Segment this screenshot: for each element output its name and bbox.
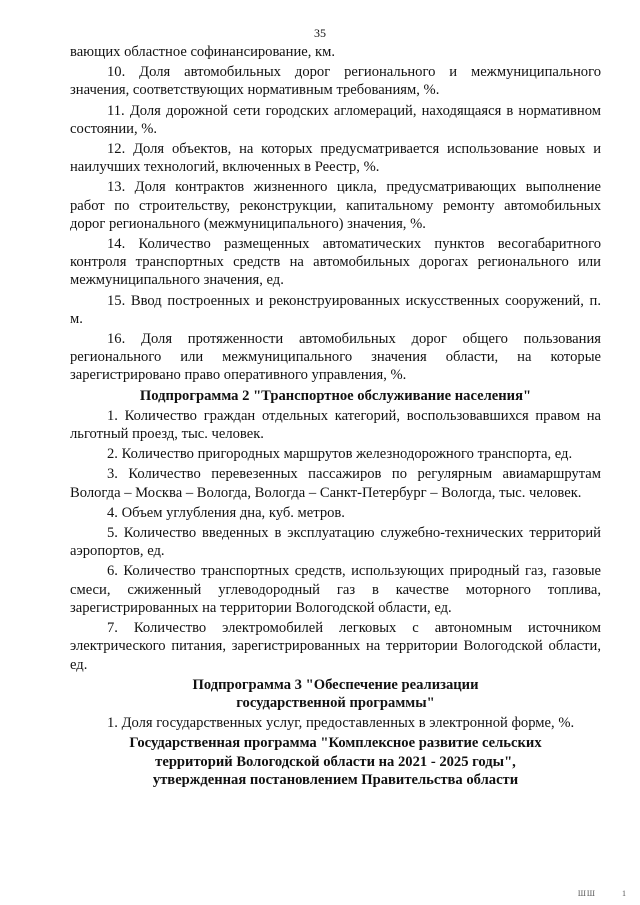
- indicator-item-13: 13. Доля контрактов жизненного цикла, предусматривающих выполнение работ по строительству, реконструкции, капитальному ремонту автомобильных дорог регионального (межмуниципального) значения, %.: [70, 179, 601, 232]
- program-heading-line-3: утвержденная постановлением Правительства области: [152, 771, 519, 788]
- indicator-item-12: 12. Доля объектов, на которых предусматривается использование новых и наилучших технологий, включенных в Реестр, %.: [70, 141, 601, 176]
- program-heading: [70, 734, 601, 789]
- subprogram-2-item-6: 6. Количество транспортных средств, использующих природный газ, газовые смеси, сжиженный углеводородный газ в качестве моторного топлива, зарегистрированных на территории Вологодской области, ед.: [70, 563, 601, 616]
- indicator-item-14: 14. Количество размещенных автоматических пунктов весогабаритного контроля транспортных средств на автомобильных дорогах регионального или межмуниципального значения, ед.: [70, 236, 601, 289]
- subprogram-3-heading: [70, 676, 601, 712]
- program-heading-line-1: Государственная программа "Комплексное развитие сельских: [129, 735, 542, 752]
- page-number: 35: [314, 26, 326, 40]
- subprogram-3-heading-line-1: Подпрограмма 3 "Обеспечение реализации: [192, 676, 479, 693]
- subprogram-2-item-5: 5. Количество введенных в эксплуатацию служебно-технических территорий аэропортов, ед.: [70, 525, 601, 560]
- subprogram-3-heading-line-2: государственной программы": [236, 694, 435, 711]
- document-body: [70, 43, 601, 791]
- subprogram-2-item-1: 1. Количество граждан отдельных категорий, воспользовавшихся правом на льготный проезд, тыс. человек.: [70, 407, 601, 443]
- subprogram-2-item-3: 3. Количество перевезенных пассажиров по регулярным авиамаршрутам Вологда – Москва – Вологда, Вологда – Санкт-Петербург – Вологда, тыс. человек.: [70, 466, 601, 501]
- paragraph-continuation: вающих областное софинансирование, км.: [70, 44, 336, 60]
- subprogram-2-item-7: 7. Количество электромобилей легковых с автономным источником электрического питания, зарегистрированных на территории Вологодской области, ед.: [70, 620, 601, 673]
- indicator-item-10: 10. Доля автомобильных дорог регионального и межмуниципального значения, соответствующих нормативным требованиям, %.: [70, 64, 601, 99]
- indicator-item-16: 16. Доля протяженности автомобильных дорог общего пользования регионального или межмуниципального значения области, на которые зарегистрировано право оперативного управления, %.: [70, 331, 601, 384]
- subprogram-2-item-2: 2. Количество пригородных маршрутов железнодорожного транспорта, ед.: [107, 446, 573, 463]
- indicator-item-11: 11. Доля дорожной сети городских агломераций, находящаяся в нормативном состоянии, %.: [70, 102, 601, 137]
- subprogram-3-item-1: 1. Доля государственных услуг, предоставленных в электронной форме, %.: [107, 715, 575, 732]
- subprogram-2-item-4: 4. Объем углубления дна, куб. метров.: [107, 504, 345, 521]
- footer-code-mark: ШШ: [577, 889, 596, 898]
- subprogram-2-heading: Подпрограмма 2 "Транспортное обслуживание населения": [139, 387, 532, 404]
- footer-tick-mark: 1: [622, 889, 626, 898]
- indicator-item-15: 15. Ввод построенных и реконструированных искусственных сооружений, п. м.: [70, 292, 601, 327]
- program-heading-line-2: территорий Вологодской области на 2021 - 2025 годы",: [155, 753, 516, 770]
